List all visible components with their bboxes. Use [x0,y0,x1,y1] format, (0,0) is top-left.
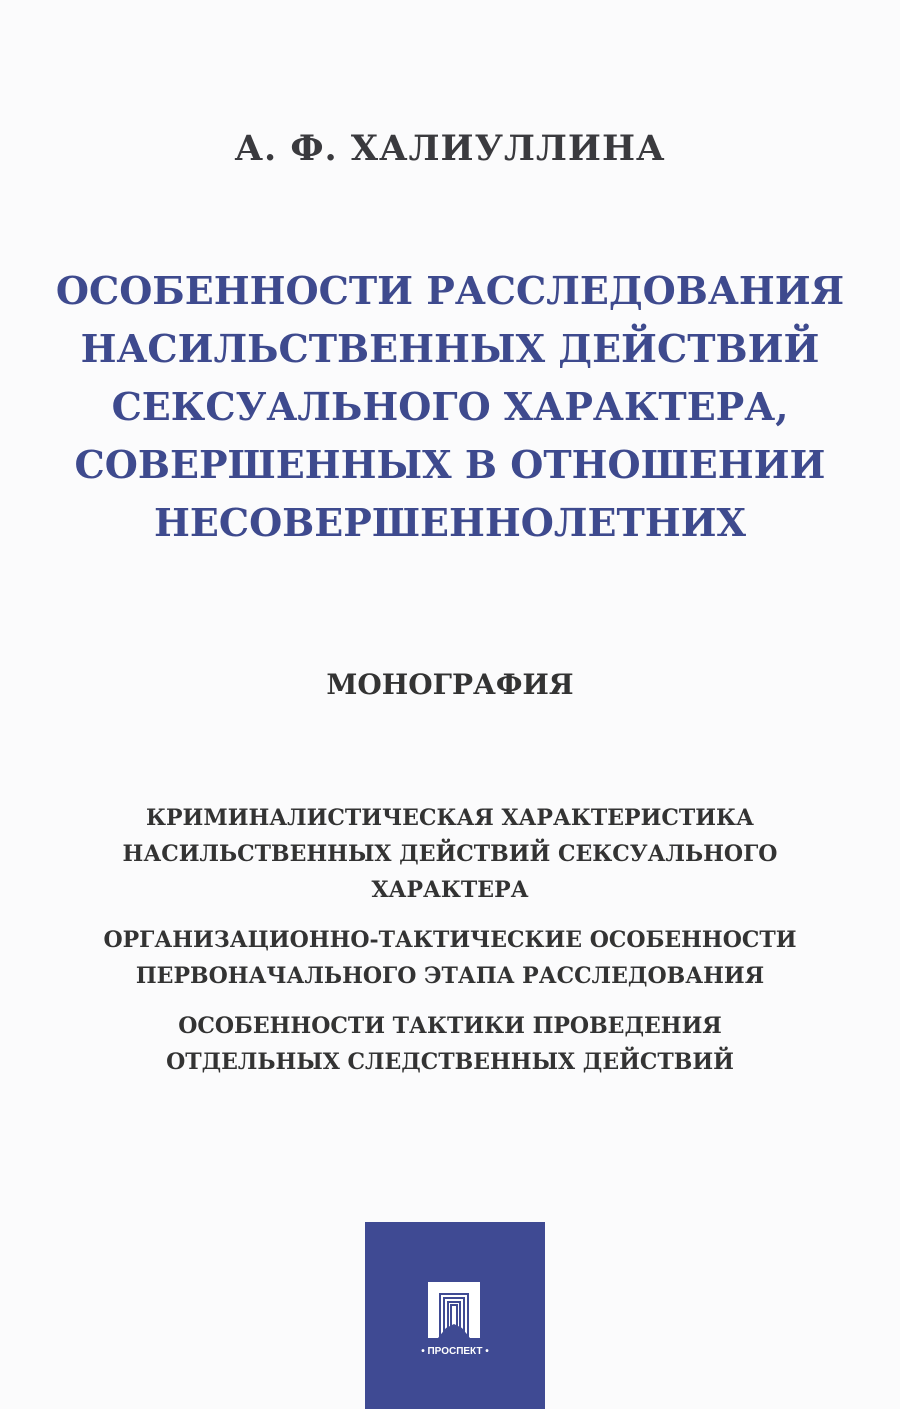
topics-list [0,800,900,1094]
topic-line: НАСИЛЬСТВЕННЫХ ДЕЙСТВИЙ СЕКСУАЛЬНОГО [122,841,778,867]
title-line: СОВЕРШЕННЫХ В ОТНОШЕНИИ [74,442,826,487]
title-line: НЕСОВЕРШЕННОЛЕТНИХ [153,500,747,545]
title-line: СЕКСУАЛЬНОГО ХАРАКТЕРА, [111,384,789,429]
topic-line: ПЕРВОНАЧАЛЬНОГО ЭТАПА РАССЛЕДОВАНИЯ [135,963,765,989]
topic-line: ОТДЕЛЬНЫХ СЛЕДСТВЕННЫХ ДЕЙСТВИЙ [166,1049,734,1075]
title-line: ОСОБЕННОСТИ РАССЛЕДОВАНИЯ [55,268,845,313]
topic-item [0,922,900,994]
topic-item [0,800,900,908]
author-name: А. Ф. ХАЛИУЛЛИНА [234,128,666,169]
title-line: НАСИЛЬСТВЕННЫХ ДЕЙСТВИЙ [80,326,820,371]
book-title [0,262,900,552]
topic-line: КРИМИНАЛИСТИЧЕСКАЯ ХАРАКТЕРИСТИКА [146,805,754,831]
topic-item [0,1008,900,1080]
publisher-name: • ПРОСПЕКТ • [421,1346,489,1357]
publisher-logo-icon [428,1282,480,1338]
topic-line: ХАРАКТЕРА [371,877,529,903]
publisher-logo-box [365,1222,545,1409]
topic-line: ОСОБЕННОСТИ ТАКТИКИ ПРОВЕДЕНИЯ [178,1013,722,1039]
topic-line: ОРГАНИЗАЦИОННО-ТАКТИЧЕСКИЕ ОСОБЕННОСТИ [103,927,797,953]
genre-label: МОНОГРАФИЯ [326,668,574,701]
